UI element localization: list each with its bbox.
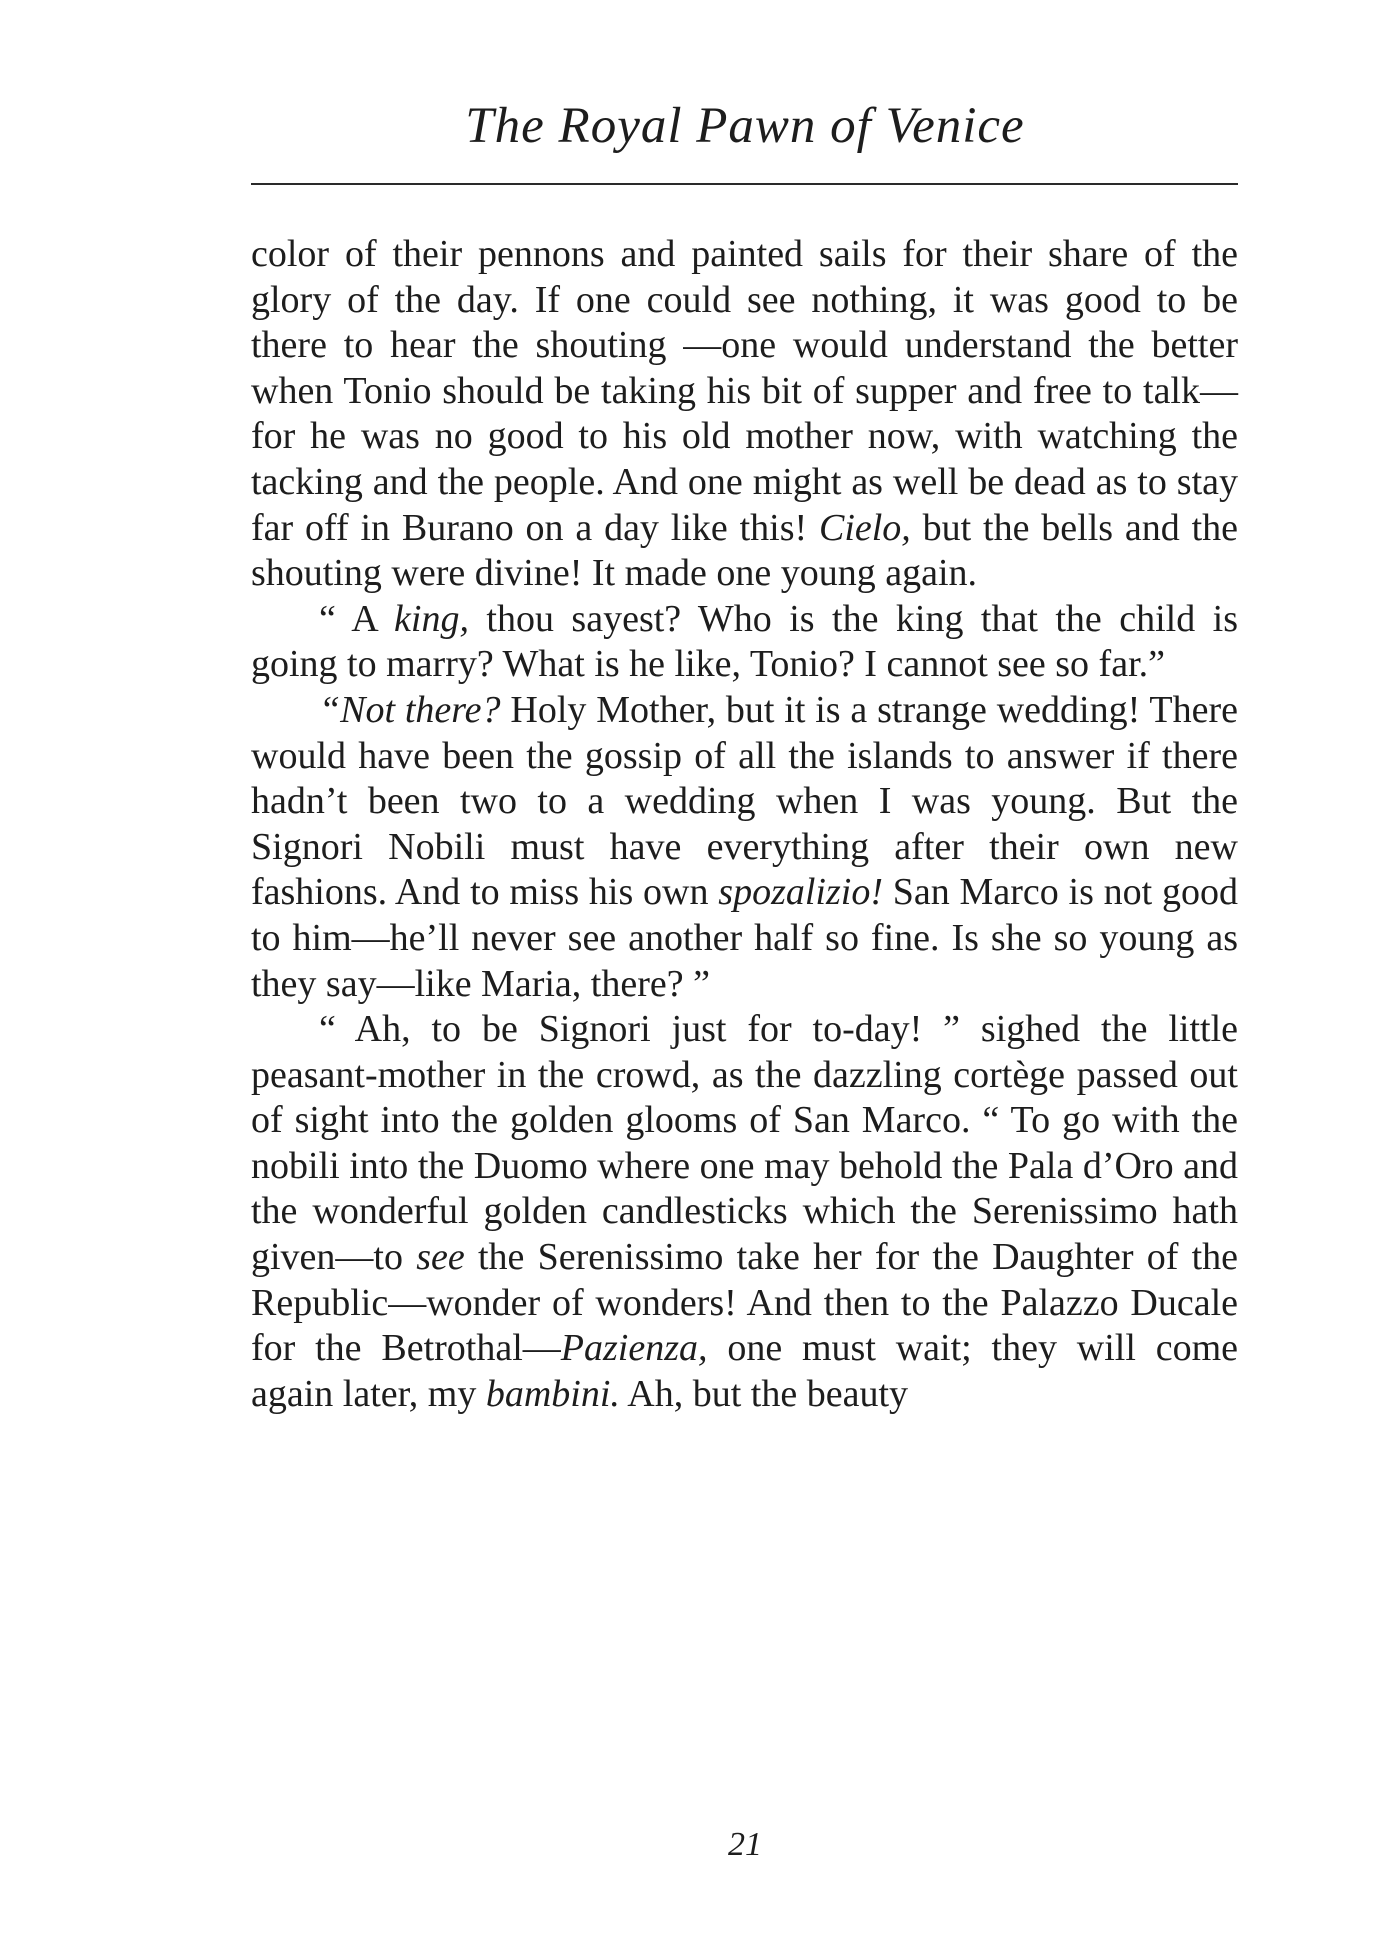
italic-text: see xyxy=(416,1236,465,1279)
paragraph xyxy=(251,1007,1238,1417)
paragraph xyxy=(251,232,1238,597)
header-rule xyxy=(251,183,1238,185)
italic-text: bambini. xyxy=(485,1372,620,1415)
text-run: the Serenissimo take her for the Daughter of the Republic—wonder of wonders! And then to the Palazzo Ducale for the Betrothal— xyxy=(251,1236,1239,1370)
paragraph xyxy=(251,688,1238,1007)
italic-text: spozalizio! xyxy=(718,871,883,914)
text-run: Holy Mother, but it is a strange wedding! There would have been the gossip of all the islands to answer if there hadn’t been two to a wedding when I was young. But the Signori Nobili must have everything after their own new fashions. And to miss his own xyxy=(251,688,1238,914)
text-run: thou sayest? Who is the king that the child is going to marry? What is he like, Tonio? I cannot see so far.” xyxy=(251,597,1239,686)
text-run: one must wait; they will come again later, my xyxy=(251,1327,1238,1415)
text-run: “ Ah, to be Signori just for to-day! ” sighed the little peasant-mother in the crowd, as the dazzling cortège passed out of sight into the golden glooms of San Marco. “ To go with the nobili into the Duomo where one may behold the Pala d’Oro and the wonderful golden candlesticks which the Serenissimo hath given—to xyxy=(251,1008,1238,1279)
italic-text: “Not there? xyxy=(319,688,501,731)
text-run: color of their pennons and painted sails for their share of the glory of the day. If one could see nothing, it was good to be there to hear the shouting —one would understand the better when Tonio should be taking his bit of supper and free to talk— for he was no good to his old mother now, with watching the tacking and the people. And one might as well be dead as to stay far off in Burano on a day like this! xyxy=(251,233,1238,549)
text-run: but the bells and the shouting were divine! It made one young again. xyxy=(251,506,1238,595)
italic-text: Pazienza, xyxy=(560,1327,708,1370)
text-run: “ A xyxy=(319,597,395,640)
page-number: 21 xyxy=(728,1826,762,1863)
paragraph xyxy=(251,597,1238,688)
body-text xyxy=(251,232,1238,1417)
italic-text: Cielo, xyxy=(818,506,911,549)
running-title: The Royal Pawn of Venice xyxy=(465,98,1025,154)
italic-text: king, xyxy=(394,597,469,640)
text-run: Ah, but the beauty xyxy=(619,1372,909,1415)
text-run: San Marco is not good to him—he’ll never see another half so fine. Is she so young as they say—like Maria, there? ” xyxy=(251,871,1239,1005)
